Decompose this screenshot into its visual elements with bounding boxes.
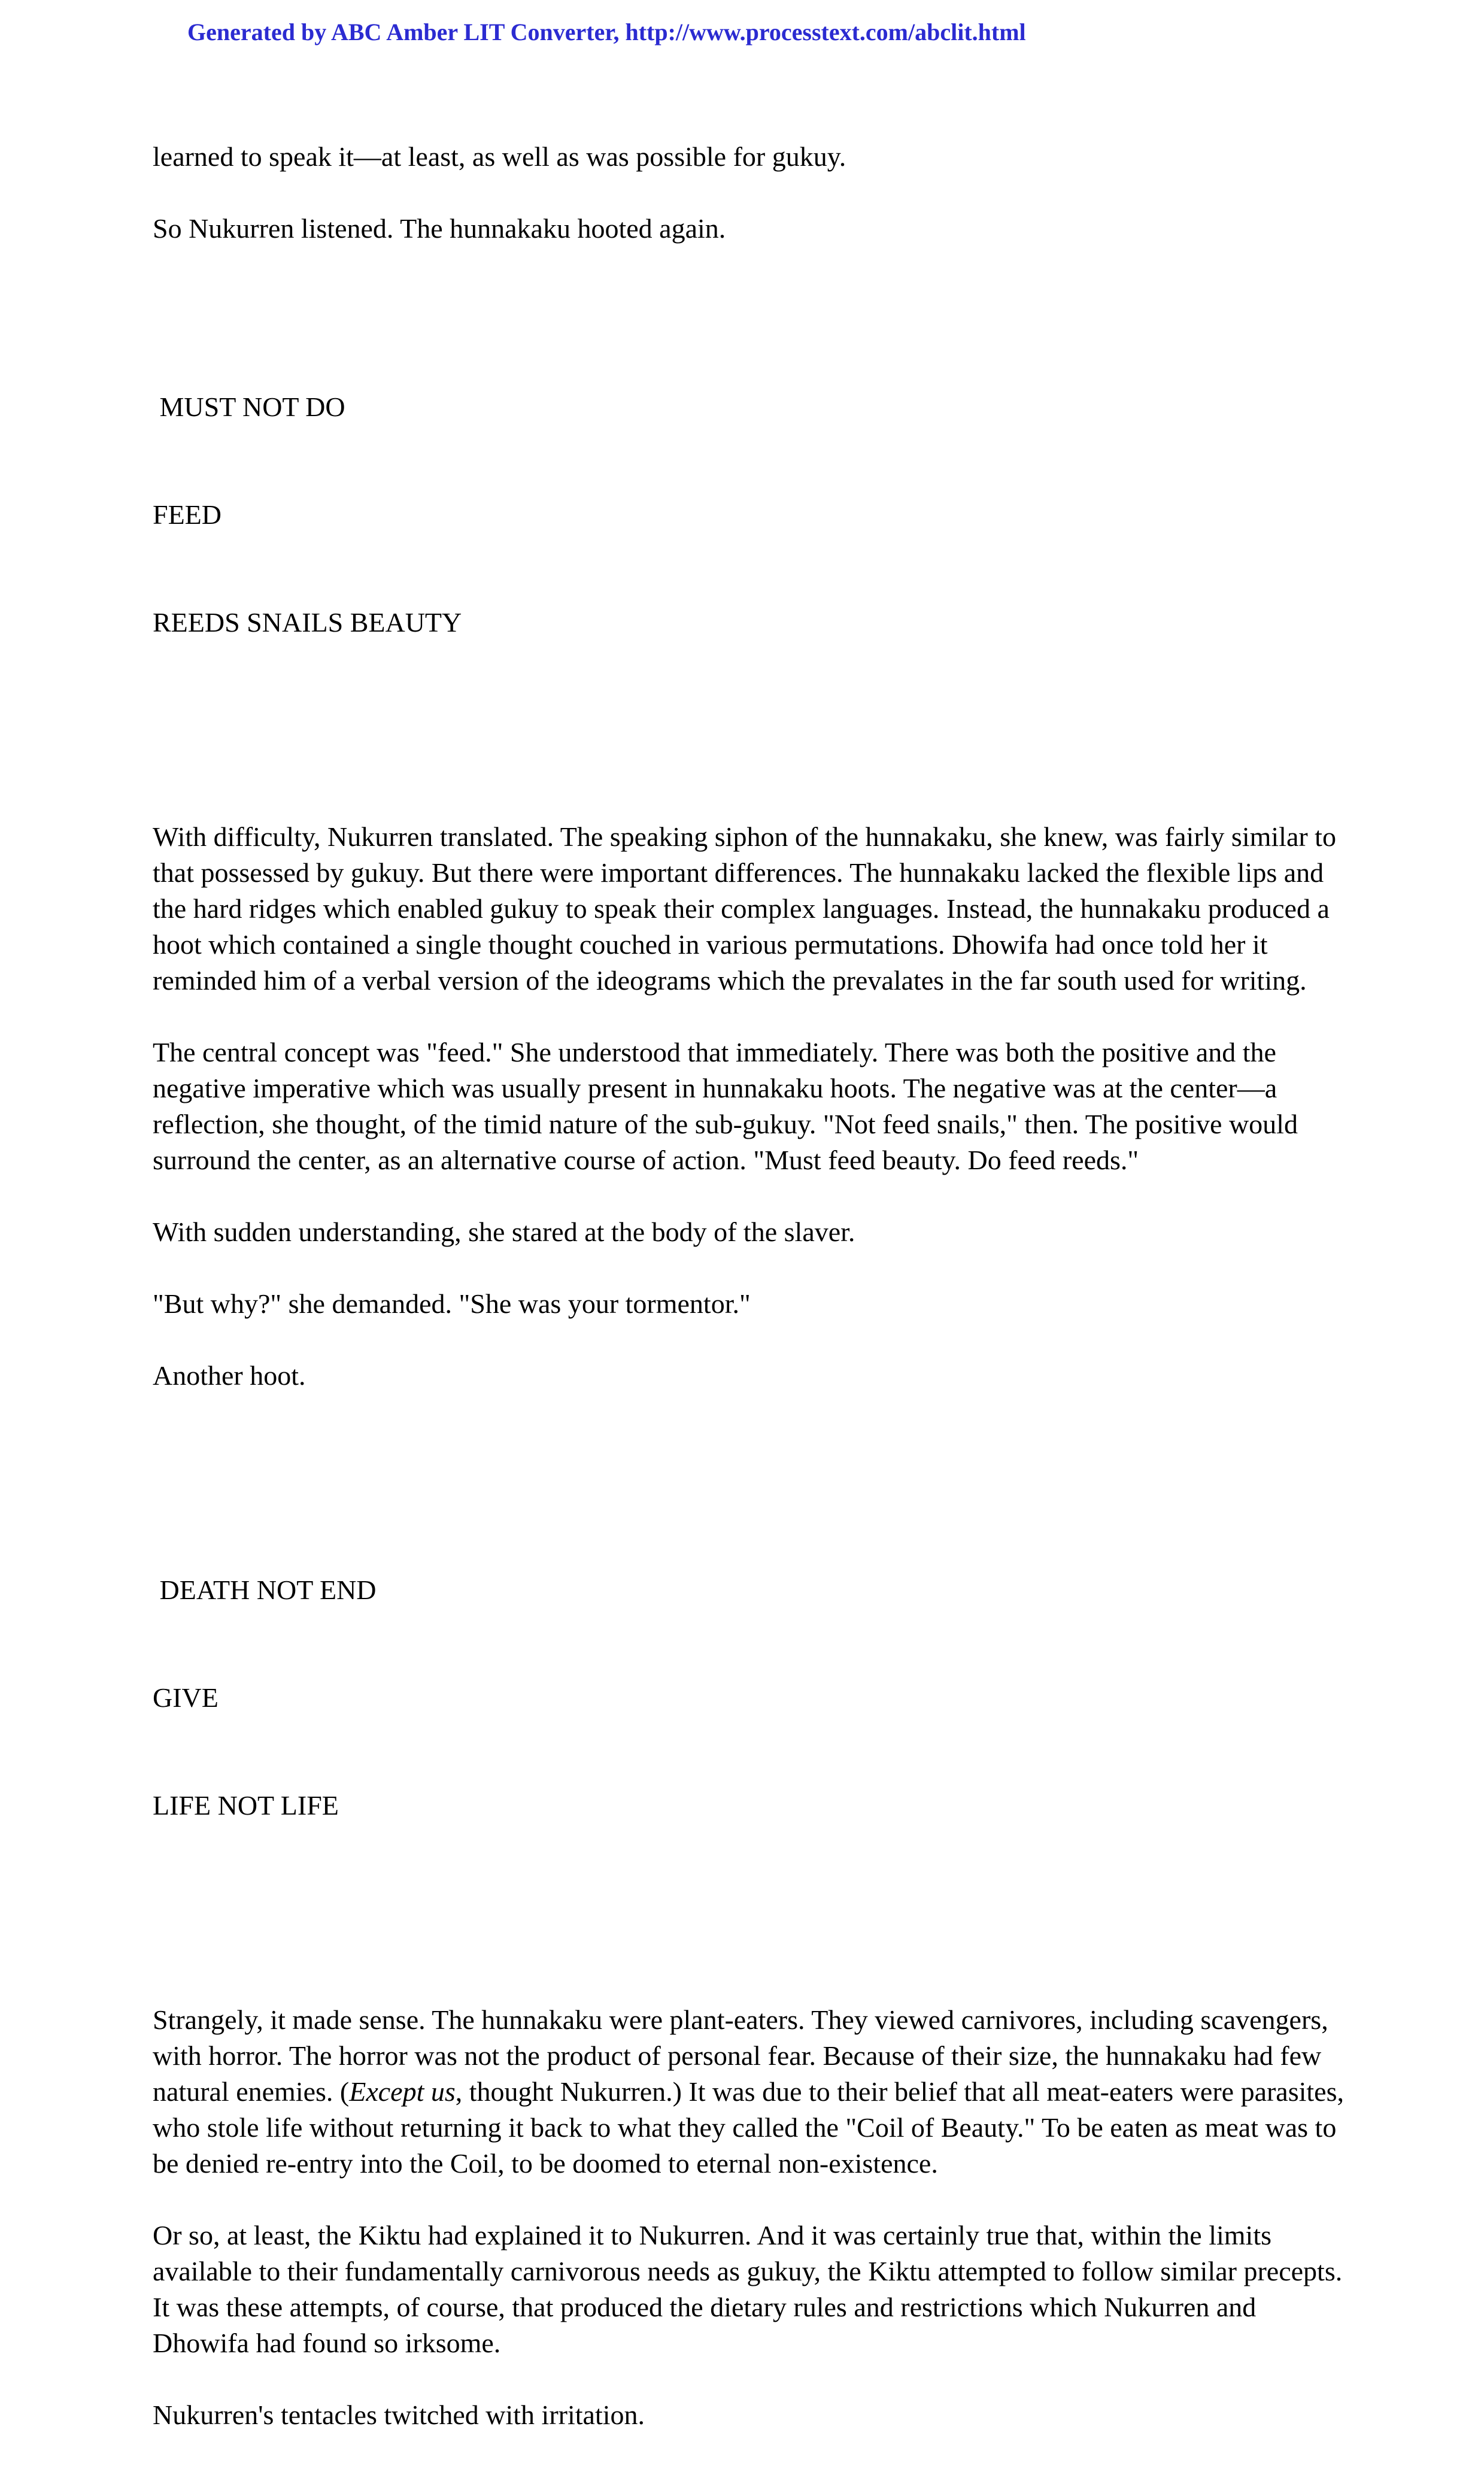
paragraph: learned to speak it—at least, as well as was possible for gukuy. [153, 141, 846, 172]
verse-line: LIFE NOT LIFE [153, 1790, 339, 1821]
spacer [153, 1394, 1350, 1500]
paragraph: "But why?" she demanded. "She was your tormentor." [153, 1288, 751, 1319]
verse-line: FEED [153, 499, 221, 530]
spacer [153, 712, 1350, 819]
paragraph [153, 2002, 1350, 2182]
paragraph: So Nukurren listened. The hunnakaku hooted again. [153, 213, 726, 244]
italic-emphasis: Except us [349, 2076, 456, 2107]
paragraph-text: , thought Nukurren.) It was due to their belief that all meat-eaters were parasites, who stole life without returning it back to what they called the "Coil of Beauty." To be eaten as meat was to be denied re-entry into the Coil, to be doomed to eternal non-existence. [153, 2076, 1344, 2179]
spacer [153, 1895, 1350, 2002]
hoot-verse [153, 317, 1350, 712]
paragraph: With sudden understanding, she stared at the body of the slaver. [153, 1217, 855, 1247]
verse-line: DEATH NOT END [153, 1575, 377, 1605]
paragraph: Another hoot. [153, 1360, 306, 1391]
converter-header: Generated by ABC Amber LIT Converter, http://www.processtext.com/abclit.html [187, 19, 1026, 46]
hoot-verse [153, 1500, 1350, 1895]
verse-line: MUST NOT DO [153, 392, 345, 422]
paragraph-text: Strangely, it made sense. The hunnakaku were plant-eaters. They viewed carnivores, including scavengers, with horror. The horror was not the product of personal fear. Because of their size, the hunnakaku had few natural enemies. ( [153, 2004, 1328, 2107]
paragraph: Nukurren's tentacles twitched with irritation. [153, 2400, 645, 2430]
verse-line: REEDS SNAILS BEAUTY [153, 607, 462, 638]
paragraph: Or so, at least, the Kiktu had explained it to Nukurren. And it was certainly true that, within the limits available to their fundamentally carnivorous needs as gukuy, the Kiktu attempted to follow similar precepts. It was these attempts, of course, that produced the dietary rules and restrictions which Nukurren and Dhowifa had found so irksome. [153, 2220, 1343, 2358]
paragraph: The central concept was "feed." She understood that immediately. There was both the positive and the negative imperative which was usually present in hunnakaku hoots. The negative was at the center—a reflection, she thought, of the timid nature of the sub-gukuy. "Not feed snails," then. The positive would surround the center, as an alternative course of action. "Must feed beauty. Do feed reeds." [153, 1037, 1298, 1175]
spacer [153, 247, 1350, 317]
verse-line: GIVE [153, 1682, 218, 1713]
paragraph: With difficulty, Nukurren translated. The speaking siphon of the hunnakaku, she knew, was fairly similar to that possessed by gukuy. But there were important differences. The hunnakaku lacked the flexible lips and the hard ridges which enabled gukuy to speak their complex languages. Instead, the hunnakaku produced a hoot which contained a single thought couched in various permutations. Dhowifa had once told her it reminded him of a verbal version of the ideograms which the prevalates in the far south used for writing. [153, 821, 1336, 996]
document-body [153, 139, 1350, 2469]
